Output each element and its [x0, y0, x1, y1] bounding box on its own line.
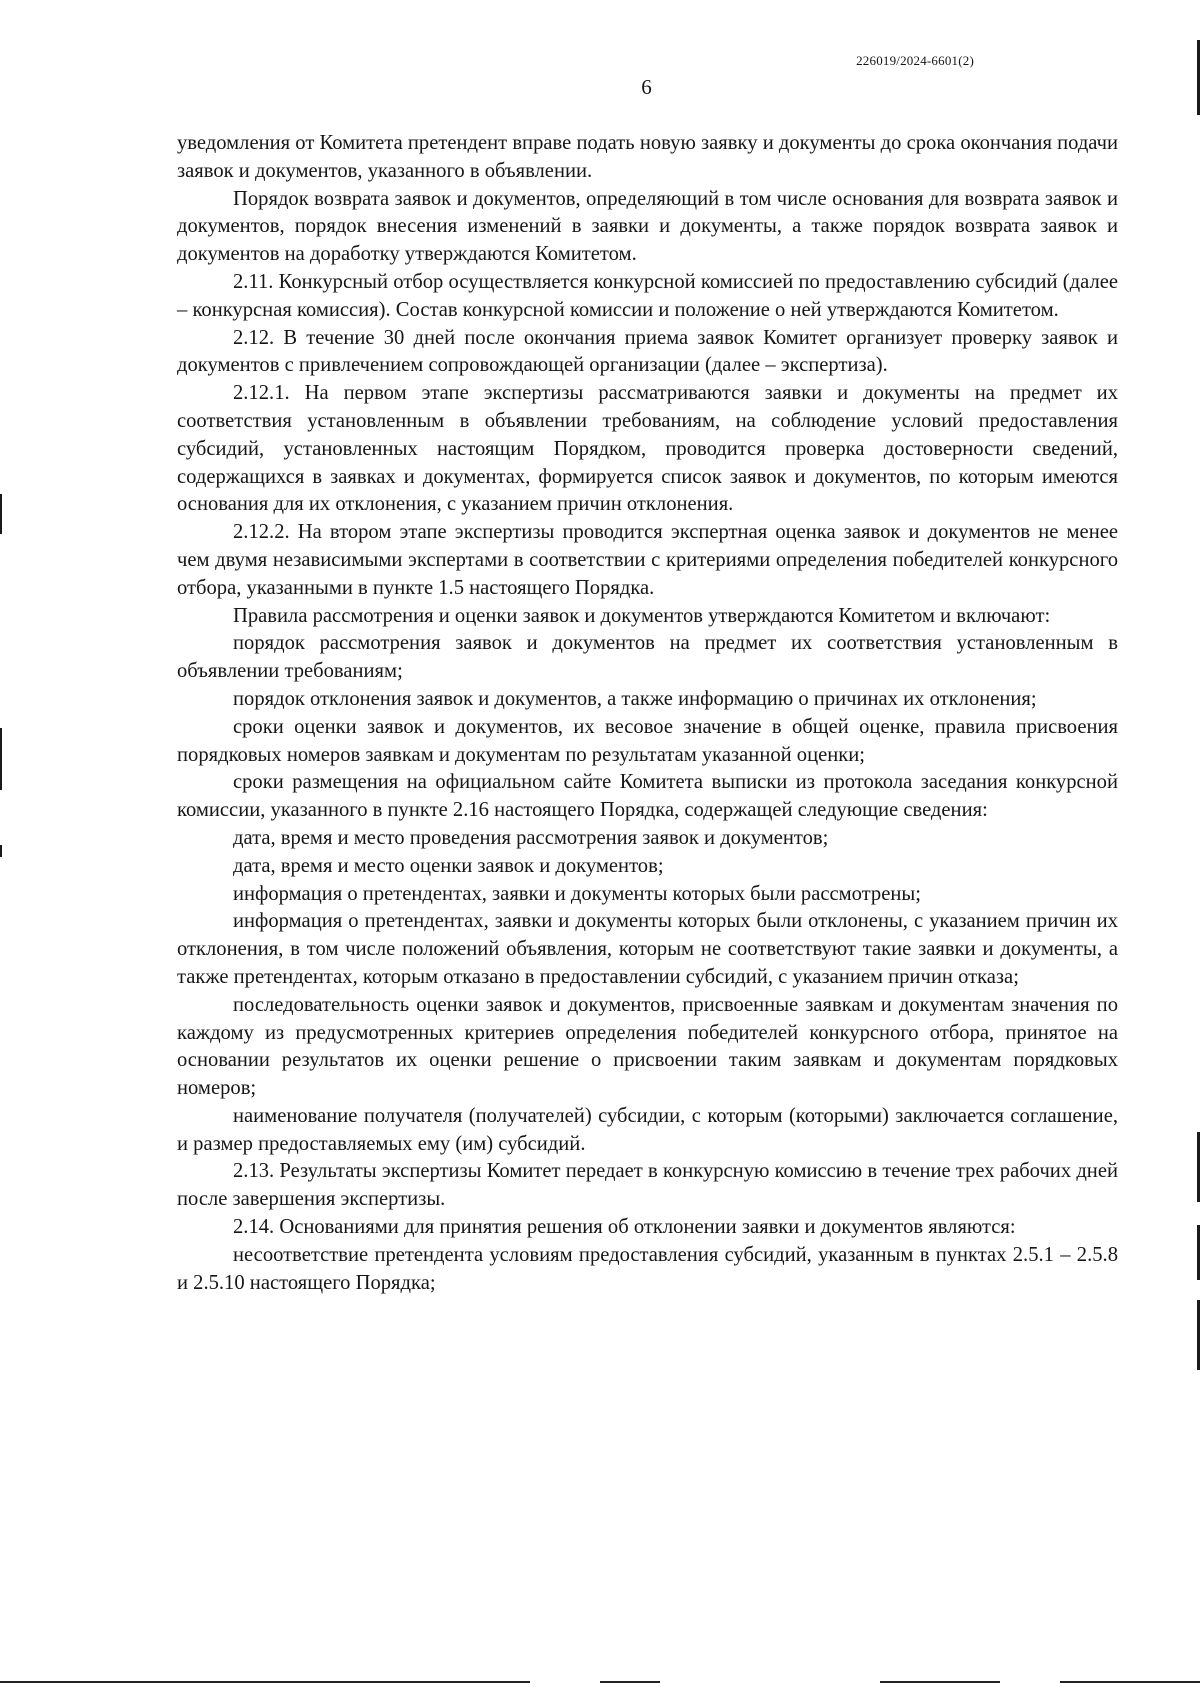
list-item: дата, время и место проведения рассмотрения заявок и документов;	[233, 826, 829, 849]
document-registration-number: 226019/2024-6601(2)	[856, 53, 974, 68]
list-item: порядок отклонения заявок и документов, а также информацию о причинах их отклонения;	[233, 687, 1037, 710]
paragraph-clause-2-12-1: 2.12.1. На первом этапе экспертизы рассматриваются заявки и документы на предмет их соответствия установленным в объявлении требованиям, на соблюдение условий предоставления субсидий, установленных настоящим Порядком, проводится проверка достоверности сведений, содержащихся в заявках и документах, формируется список заявок и документов, по которым имеются основания для их отклонения, с указанием причин отклонения.	[177, 382, 1118, 516]
paragraph-clause-2-12-2: 2.12.2. На втором этапе экспертизы проводится экспертная оценка заявок и документов не менее чем двумя независимыми экспертами в соответствии с критериями определения победителей конкурсного отбора, указанными в пункте 1.5 настоящего Порядка.	[177, 521, 1118, 599]
paragraph: уведомления от Комитета претендент вправе подать новую заявку и документы до срока окончания подачи заявок и документов, указанного в объявлении.	[177, 132, 1118, 182]
list-item: информация о претендентах, заявки и документы которых были рассмотрены;	[233, 882, 921, 905]
scan-artifact-left	[0, 845, 2, 857]
paragraph-clause-2-14: 2.14. Основаниями для принятия решения об отклонении заявки и документов являются:	[233, 1216, 1016, 1239]
scan-artifact-left	[0, 728, 2, 790]
scan-artifact-left	[0, 494, 2, 534]
list-item: дата, время и место оценки заявок и документов;	[233, 854, 664, 877]
list-item: сроки оценки заявок и документов, их весовое значение в общей оценке, правила присвоения порядковых номеров заявкам и документам по результатам указанной оценки;	[177, 715, 1118, 766]
paragraph: Порядок возврата заявок и документов, определяющий в том числе основания для возврата заявок и документов, порядок внесения изменений в заявки и документы, а также порядок возврата заявок и документов на доработку утверждаются Комитетом.	[177, 187, 1118, 266]
paragraph-clause-2-11: 2.11. Конкурсный отбор осуществляется конкурсной комиссией по предоставлению субсидий (далее – конкурсная комиссия). Состав конкурсной комиссии и положение о ней утверждаются Комитетом.	[177, 270, 1118, 321]
page-number: 6	[641, 75, 652, 99]
paragraph-clause-2-13: 2.13. Результаты экспертизы Комитет передает в конкурсную комиссию в течение трех рабочих дней после завершения экспертизы.	[177, 1160, 1118, 1211]
document-body	[177, 130, 1118, 1297]
scan-artifact-bottom-line	[0, 1681, 1200, 1683]
paragraph-clause-2-12: 2.12. В течение 30 дней после окончания приема заявок Комитет организует проверку заявок и документов с привлечением сопровождающей организации (далее – экспертиза).	[177, 326, 1118, 377]
list-item: информация о претендентах, заявки и документы которых были отклонены, с указанием причин их отклонения, в том числе положений объявления, которым не соответствуют такие заявки и документы, а также претендентах, которым отказано в предоставлении субсидий, с указанием причин отказа;	[177, 910, 1118, 988]
list-item: последовательность оценки заявок и документов, присвоенные заявкам и документам значения по каждому из предусмотренных критериев определения победителей конкурсного отбора, принятое на основании результатов их оценки решение о присвоении таким заявкам и документам порядковых номеров;	[177, 993, 1118, 1100]
list-item: порядок рассмотрения заявок и документов на предмет их соответствия установленным в объявлении требованиям;	[177, 632, 1118, 683]
paragraph: Правила рассмотрения и оценки заявок и документов утверждаются Комитетом и включают:	[233, 604, 1051, 627]
list-item: наименование получателя (получателей) субсидии, с которым (которыми) заключается соглашение, и размер предоставляемых ему (им) субсидий.	[177, 1104, 1118, 1155]
list-item: сроки размещения на официальном сайте Комитета выписки из протокола заседания конкурсной комиссии, указанного в пункте 2.16 настоящего Порядка, содержащей следующие сведения:	[177, 771, 1118, 822]
list-item: несоответствие претендента условиям предоставления субсидий, указанным в пунктах 2.5.1 – 2.5.8 и 2.5.10 настоящего Порядка;	[177, 1243, 1118, 1294]
